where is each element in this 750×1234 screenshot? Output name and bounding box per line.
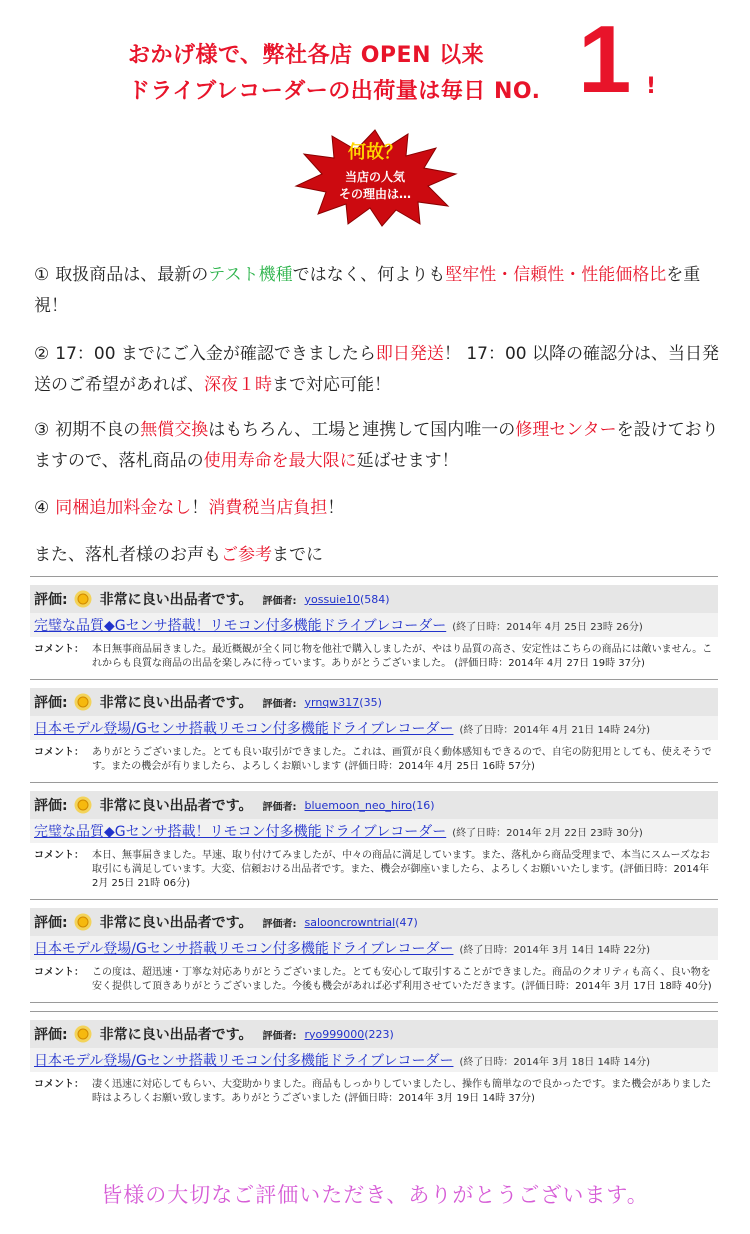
end-date: (終了日時：2014年 3月 14日 14時 22分)	[459, 944, 650, 956]
comment-label: コメント：	[34, 644, 84, 655]
end-date: (終了日時：2014年 2月 22日 23時 30分)	[452, 827, 643, 839]
headline-line-2: ドライブレコーダーの出荷量は毎日 NO.	[128, 79, 541, 104]
review-entry	[30, 791, 718, 899]
point-text: ！	[191, 498, 209, 518]
point-text: まで対応可能！	[272, 375, 391, 395]
review-header	[30, 585, 718, 613]
rater-count-link[interactable]: (47)	[395, 915, 418, 929]
point-highlight: 深夜１時	[204, 375, 272, 395]
point-text: を設けておりますので、落札商品の	[34, 420, 719, 471]
point-highlight: 即日発送	[375, 344, 444, 364]
point-highlight: 堅牢性・信頼性・性能価格比	[445, 265, 667, 285]
comment-text: 本日、無事届きました。早速、取り付けてみましたが、中々の商品に満足しています。また、落札から商品受理まで、本当にスムーズなお取引にも満足しています。大変、信頼おける出品者です。また、機会が御座いましたら、よろしくお願いいたします。(評価日時：2014年 2月 25日 21時 06分)	[92, 850, 710, 889]
item-title-link[interactable]: 日本モデル登場/Gセンサ搭載リモコン付多機能ドライブレコーダー	[34, 721, 454, 737]
comment-text: 凄く迅速に対応してもらい、大変助かりました。商品もしっかりしていましたし、操作も簡単なので良かったです。また機会がありました時はよろしくお願い致します。ありがとうございました (評価日時：2014年 3月 19日 14時 37分)	[92, 1079, 712, 1104]
review-entry	[30, 688, 718, 782]
headline-exclaim: !	[646, 74, 657, 99]
point-highlight: 消費税当店負担	[208, 498, 328, 518]
rater-label: 評価者:	[262, 801, 297, 813]
comment-label: コメント：	[34, 747, 84, 758]
comment-label: コメント：	[34, 1079, 84, 1090]
rating-text: 非常に良い出品者です。	[99, 1027, 253, 1043]
rater-count-link[interactable]: (16)	[411, 798, 435, 812]
point-text: ！ 17：00 以降の確認分は、当日発送のご希望があれば、	[34, 344, 719, 395]
review-divider	[30, 782, 718, 783]
intro-highlight: ご参考	[221, 545, 272, 565]
review-comment	[30, 1072, 718, 1106]
rater-link[interactable]: bluemoon_neo_hiro	[304, 798, 412, 812]
point-text: ではなく、何よりも	[292, 265, 446, 285]
point-highlight: 無償交換	[140, 420, 209, 440]
point-text: ！	[327, 498, 345, 518]
review-divider	[30, 899, 718, 900]
review-entry	[30, 908, 718, 1002]
review-item-row	[30, 613, 718, 637]
point-highlight: 同梱追加料金なし	[55, 498, 192, 518]
reason-point-2	[34, 339, 724, 401]
point-highlight: テスト機種	[208, 265, 293, 285]
sun-rating-icon	[74, 796, 92, 814]
rater-count-link[interactable]: (35)	[359, 695, 382, 709]
point-text: はもちろん、工場と連携して国内唯一の	[208, 420, 516, 440]
eval-label: 評価:	[34, 592, 68, 608]
eval-label: 評価:	[34, 695, 68, 711]
headline-line-1: おかげ様で、弊社各店 OPEN 以来	[128, 43, 485, 68]
review-item-row	[30, 716, 718, 740]
review-divider	[30, 679, 718, 680]
rater-count-link[interactable]: (223)	[364, 1027, 394, 1041]
review-item-row	[30, 1048, 718, 1072]
review-comment	[30, 960, 718, 994]
item-title-link[interactable]: 日本モデル登場/Gセンサ搭載リモコン付多機能ドライブレコーダー	[34, 1053, 454, 1069]
review-header	[30, 1020, 718, 1048]
point-highlight: 使用寿命を最大限に	[203, 451, 357, 471]
headline	[0, 6, 750, 113]
rater-count-link[interactable]: (584)	[360, 592, 390, 606]
review-entry	[30, 585, 718, 679]
item-title-link[interactable]: 日本モデル登場/Gセンサ搭載リモコン付多機能ドライブレコーダー	[34, 941, 454, 957]
sun-rating-icon	[74, 590, 92, 608]
point-text: 延ばせます！	[356, 451, 459, 471]
sun-rating-icon	[74, 1025, 92, 1043]
review-comment	[30, 637, 718, 671]
eval-label: 評価:	[34, 915, 68, 931]
item-title-link[interactable]: 完璧な品質◆Gセンサ搭載！リモコン付多機能ドライブレコーダー	[34, 618, 447, 634]
item-title-link[interactable]: 完璧な品質◆Gセンサ搭載！リモコン付多機能ドライブレコーダー	[34, 824, 447, 840]
headline-number-one: 1	[578, 6, 632, 113]
sun-rating-icon	[74, 913, 92, 931]
rater-link[interactable]: yrnqw317	[304, 695, 360, 709]
rater-link[interactable]: ryo999000	[304, 1027, 365, 1041]
review-entry	[30, 1020, 718, 1114]
rating-text: 非常に良い出品者です。	[99, 915, 253, 931]
review-divider	[30, 1011, 718, 1012]
point-number: ④	[34, 498, 50, 518]
review-header	[30, 688, 718, 716]
point-text: を重視！	[34, 265, 701, 316]
review-divider	[30, 1002, 718, 1003]
reason-point-4	[34, 493, 724, 524]
comment-text: 本日無事商品届きました。最近概観が全く同じ物を他社で購入しましたが、やはり品質の高さ、安定性はこちらの商品には敵いません。これからも良質な商品の出品を楽しみに待っています。ありがとうございました。 (評価日時：2014年 4月 27日 19時 37分)	[92, 644, 713, 669]
rater-label: 評価者:	[262, 918, 297, 930]
comment-label: コメント：	[34, 850, 84, 861]
intro-text: までに	[272, 545, 323, 565]
comment-text: ありがとうございました。とても良い取引ができました。これは、画質が良く動体感知もできるので、自宅の防犯用としても、使えそうです。またの機会が有りましたら、よろしくお願いします (評価日時：2014年 4月 25日 16時 57分)	[92, 747, 712, 772]
eval-label: 評価:	[34, 798, 68, 814]
rater-link[interactable]: yossuie10	[304, 592, 360, 606]
end-date: (終了日時：2014年 4月 25日 23時 26分)	[452, 621, 643, 633]
review-comment	[30, 843, 718, 891]
rater-label: 評価者:	[262, 1030, 297, 1042]
rating-text: 非常に良い出品者です。	[99, 695, 253, 711]
point-number: ②	[34, 344, 50, 364]
review-item-row	[30, 936, 718, 960]
review-header	[30, 791, 718, 819]
comment-text: この度は、超迅速・丁寧な対応ありがとうございました。とても安心して取引することができました。商品のクオリティも高く、良い物を安く提供して頂きありがとうございました。今後も機会があれば必ず利用させていただきます。(評価日時：2014年 3月 17日 18時 40分)	[92, 967, 712, 992]
comment-label: コメント：	[34, 967, 84, 978]
point-text: 初期不良の	[55, 420, 141, 440]
end-date: (終了日時：2014年 3月 18日 14時 14分)	[459, 1056, 650, 1068]
point-text: 17：00 までにご入金が確認できましたら	[55, 344, 376, 364]
point-highlight: 修理センター	[515, 420, 617, 440]
review-comment	[30, 740, 718, 774]
eval-label: 評価:	[34, 1027, 68, 1043]
point-text: 取扱商品は、最新の	[55, 265, 209, 285]
reviews-intro	[34, 540, 323, 565]
burst-line-1: 当店の人気	[344, 170, 405, 184]
review-list	[30, 576, 718, 1114]
reason-point-1	[34, 260, 724, 322]
burst-question: 何故？	[348, 142, 402, 163]
end-date: (終了日時：2014年 4月 21日 14時 24分)	[459, 724, 650, 736]
point-number: ①	[34, 265, 50, 285]
rater-label: 評価者:	[262, 595, 297, 607]
rater-label: 評価者:	[262, 698, 297, 710]
reason-point-3	[34, 415, 724, 477]
intro-text: また、落札者様のお声も	[34, 545, 221, 565]
rater-link[interactable]: salooncrowntrial	[304, 915, 396, 929]
why-burst-badge	[290, 128, 460, 228]
rating-text: 非常に良い出品者です。	[99, 592, 253, 608]
review-divider	[30, 576, 718, 577]
rating-text: 非常に良い出品者です。	[99, 798, 253, 814]
burst-line-2: その理由は…	[338, 187, 411, 201]
review-header	[30, 908, 718, 936]
closing-message: 皆様の大切なご評価いただき、ありがとうございます。	[101, 1183, 649, 1207]
point-number: ③	[34, 420, 50, 440]
review-item-row	[30, 819, 718, 843]
sun-rating-icon	[74, 693, 92, 711]
